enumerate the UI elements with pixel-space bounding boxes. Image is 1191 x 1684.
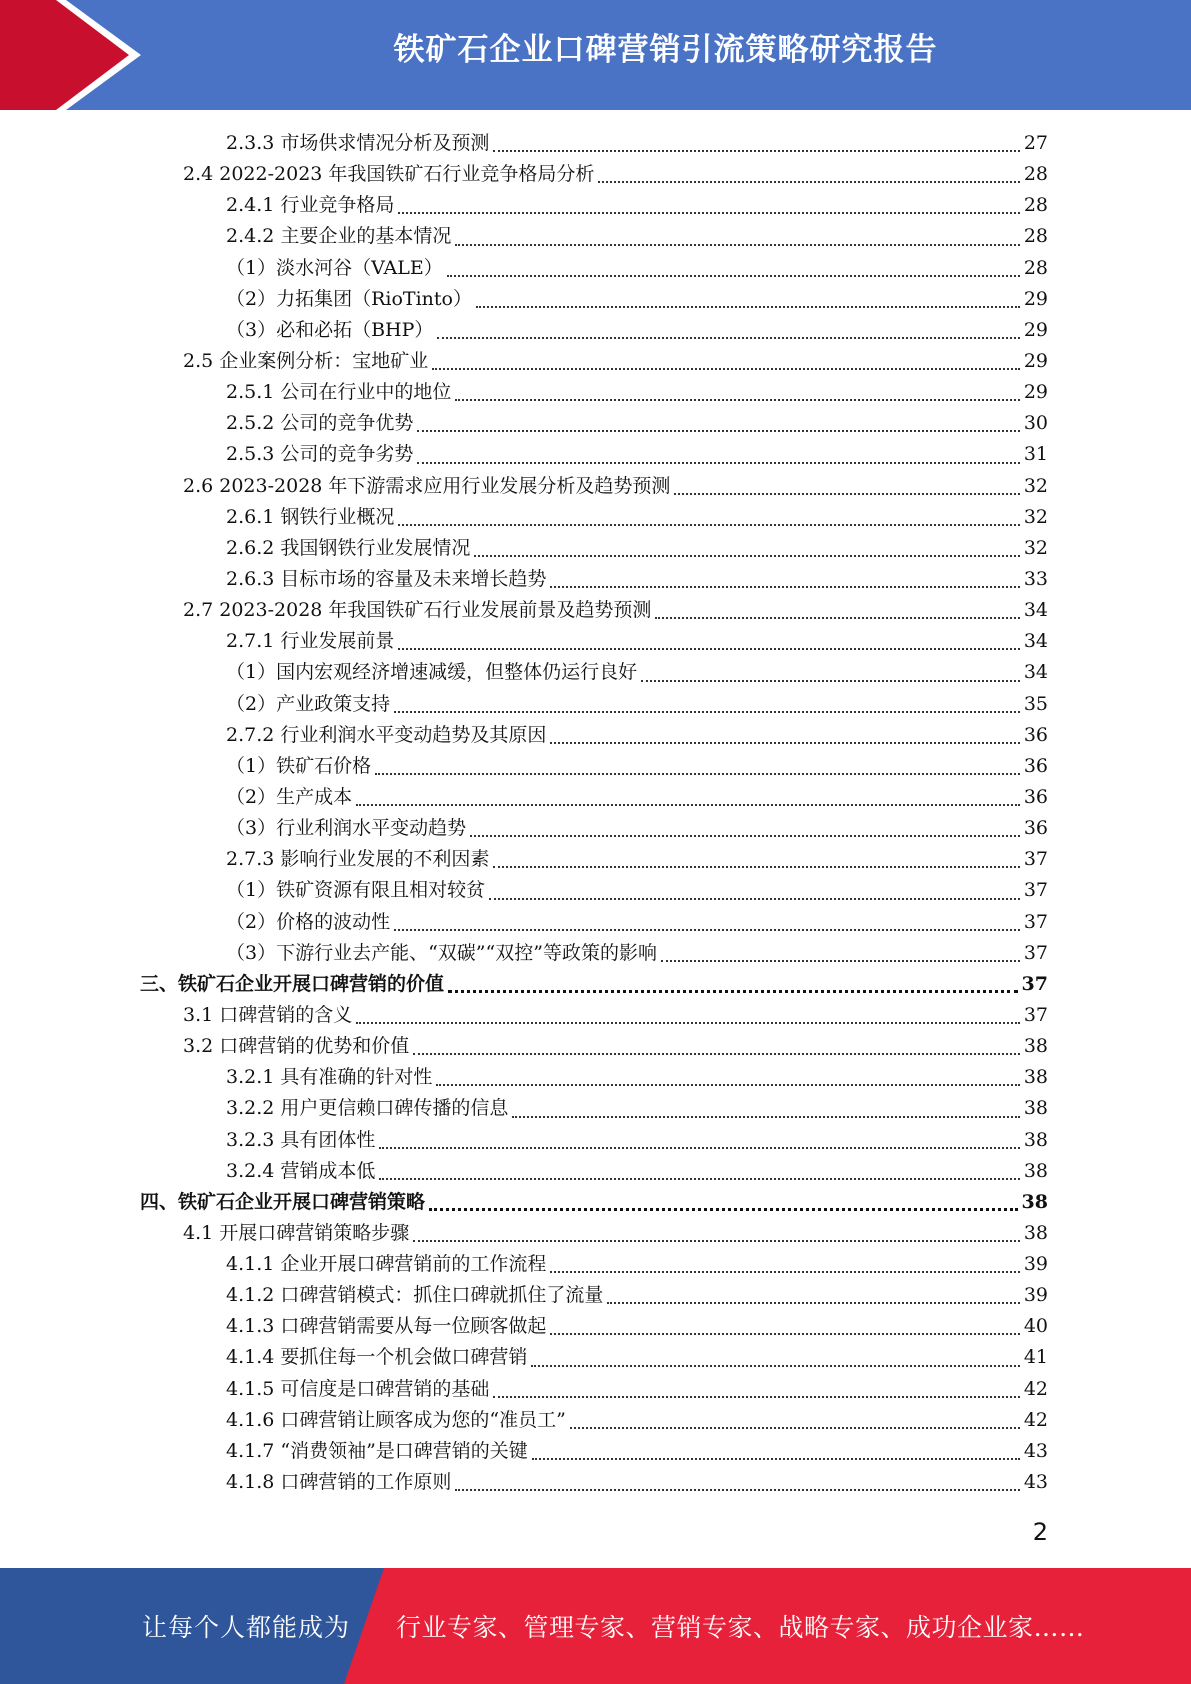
toc-entry[interactable] [140,751,1048,782]
toc-dot-leader [655,595,1021,626]
toc-entry[interactable] [140,533,1048,564]
toc-entry-page: 28 [1023,256,1048,279]
toc-entry-title: （2）产业政策支持 [226,692,391,715]
toc-entry[interactable] [140,377,1048,408]
toc-entry[interactable] [140,471,1048,502]
toc-entry-page: 43 [1023,1471,1048,1494]
toc-entry-title: 四、铁矿石企业开展口碑营销策略 [140,1190,426,1213]
toc-entry-title: 4.1.5 可信度是口碑营销的基础 [226,1377,490,1400]
toc-dot-leader [474,533,1021,564]
toc-entry-page: 32 [1023,474,1048,497]
toc-entry-title: 2.7.1 行业发展前景 [226,630,395,653]
toc-entry[interactable] [140,1467,1048,1498]
toc-entry-title: 2.5 企业案例分析：宝地矿业 [183,349,429,372]
toc-entry-page: 40 [1023,1315,1048,1338]
toc-entry-page: 32 [1023,536,1048,559]
toc-entry-title: （2）价格的波动性 [226,910,391,933]
toc-dot-leader [356,1000,1022,1031]
toc-entry-title: 2.5.1 公司在行业中的地位 [226,381,452,404]
toc-entry-page: 36 [1023,754,1048,777]
toc-entry-page: 34 [1023,599,1048,622]
toc-entry[interactable] [140,907,1048,938]
toc-entry[interactable] [140,595,1048,626]
toc-entry-page: 35 [1023,692,1048,715]
toc-dot-leader [512,1093,1021,1124]
toc-dot-leader [531,1342,1021,1373]
toc-entry-page: 38 [1023,1035,1048,1058]
toc-dot-leader [661,938,1022,969]
toc-entry[interactable] [140,253,1048,284]
toc-dot-leader [674,471,1021,502]
toc-dot-leader [375,751,1022,782]
toc-entry-title: 3.2.3 具有团体性 [226,1128,376,1151]
page-footer [0,1568,1191,1684]
toc-dot-leader [550,1311,1021,1342]
toc-dot-leader [398,502,1021,533]
toc-dot-leader [394,689,1022,720]
toc-dot-leader [550,720,1021,751]
toc-entry-page: 30 [1023,412,1048,435]
footer-slogan-left: 让每个人都能成为 [142,1613,351,1642]
toc-entry-title: 2.7 2023-2028 年我国铁矿石行业发展前景及趋势预测 [183,599,652,622]
toc-dot-leader [432,346,1022,377]
toc-entry-title: 3.2.1 具有准确的针对性 [226,1066,433,1089]
toc-entry-title: 4.1 开展口碑营销策略步骤 [183,1221,410,1244]
toc-entry-page: 37 [1023,941,1048,964]
toc-dot-leader [641,657,1022,688]
toc-entry-title: 4.1.7 “消费领袖”是口碑营销的关键 [226,1439,528,1462]
toc-entry-page: 29 [1023,381,1048,404]
toc-entry-page: 42 [1023,1408,1048,1431]
toc-dot-leader [437,315,1021,346]
toc-entry-title: 3.2 口碑营销的优势和价值 [183,1035,410,1058]
toc-dot-leader [436,1062,1021,1093]
toc-dot-leader [493,844,1021,875]
toc-entry[interactable] [140,1156,1048,1187]
toc-entry-page: 34 [1023,661,1048,684]
toc-entry[interactable] [140,1031,1048,1062]
toc-entry-page: 38 [1021,1190,1048,1213]
toc-entry-title: （3）行业利润水平变动趋势 [226,817,467,840]
toc-entry[interactable] [140,1342,1048,1373]
toc-entry-title: 2.7.3 影响行业发展的不利因素 [226,848,490,871]
toc-entry[interactable] [140,1000,1048,1031]
toc-entry-title: 2.6.1 钢铁行业概况 [226,505,395,528]
toc-dot-leader [570,1405,1022,1436]
toc-dot-leader [429,1187,1020,1218]
toc-entry[interactable] [140,657,1048,688]
toc-entry[interactable] [140,346,1048,377]
toc-entry-page: 36 [1023,785,1048,808]
toc-entry-page: 29 [1023,349,1048,372]
toc-entry-page: 38 [1023,1128,1048,1151]
toc-dot-leader [413,1031,1022,1062]
toc-entry-title: 2.6.3 目标市场的容量及未来增长趋势 [226,567,547,590]
toc-dot-leader [417,408,1021,439]
toc-entry-title: （1）铁矿资源有限且相对较贫 [226,879,486,902]
toc-dot-leader [607,1280,1021,1311]
toc-entry-page: 36 [1023,817,1048,840]
toc-dot-leader [448,969,1020,1000]
toc-entry-title: 4.1.8 口碑营销的工作原则 [226,1471,452,1494]
toc-entry-title: 3.2.4 营销成本低 [226,1159,376,1182]
toc-entry[interactable] [140,844,1048,875]
toc-entry[interactable] [140,1218,1048,1249]
toc-dot-leader [532,1436,1022,1467]
toc-entry[interactable] [140,1249,1048,1280]
toc-entry-title: 3.1 口碑营销的含义 [183,1003,353,1026]
toc-entry-title: 2.4.2 主要企业的基本情况 [226,225,452,248]
toc-dot-leader [379,1125,1021,1156]
toc-entry-title: 4.1.3 口碑营销需要从每一位顾客做起 [226,1315,547,1338]
toc-dot-leader [413,1218,1022,1249]
toc-entry-page: 39 [1023,1284,1048,1307]
toc-dot-leader [493,1374,1021,1405]
toc-entry-page: 36 [1023,723,1048,746]
toc-entry[interactable] [140,1187,1048,1218]
toc-entry-title: 3.2.2 用户更信赖口碑传播的信息 [226,1097,509,1120]
toc-entry-page: 38 [1023,1097,1048,1120]
toc-dot-leader [455,377,1021,408]
toc-dot-leader [356,782,1022,813]
toc-entry[interactable] [140,689,1048,720]
report-title: 铁矿石企业口碑营销引流策略研究报告 [393,32,938,68]
toc-entry-title: （2）生产成本 [226,785,353,808]
toc-entry[interactable] [140,439,1048,470]
toc-entry-title: （1）淡水河谷（VALE） [226,256,443,279]
toc-entry[interactable] [140,626,1048,657]
toc-entry-page: 39 [1023,1253,1048,1276]
toc-entry-title: 4.1.1 企业开展口碑营销前的工作流程 [226,1253,547,1276]
toc-entry-title: 2.7.2 行业利润水平变动趋势及其原因 [226,723,547,746]
toc-dot-leader [379,1156,1021,1187]
toc-entry-page: 28 [1023,225,1048,248]
toc-entry-page: 37 [1023,879,1048,902]
toc-entry-title: 2.3.3 市场供求情况分析及预测 [226,132,490,154]
toc-entry-title: 4.1.2 口碑营销模式：抓住口碑就抓住了流量 [226,1284,604,1307]
header-chevron-logo [0,0,160,110]
page-header [0,0,1191,110]
toc-entry-page: 37 [1023,910,1048,933]
toc-dot-leader [394,907,1022,938]
toc-entry-title: 2.4 2022-2023 年我国铁矿石行业竞争格局分析 [183,163,595,186]
toc-entry[interactable] [140,938,1048,969]
toc-entry-title: 2.5.3 公司的竞争劣势 [226,443,414,466]
toc-entry[interactable] [140,1436,1048,1467]
toc-entry[interactable] [140,720,1048,751]
toc-entry[interactable] [140,1125,1048,1156]
toc-entry-title: （1）铁矿石价格 [226,754,372,777]
toc-entry-page: 29 [1023,318,1048,341]
toc-dot-leader [493,128,1021,159]
toc-entry-page: 28 [1023,163,1048,186]
toc-entry-page: 28 [1023,194,1048,217]
toc-dot-leader [398,190,1021,221]
toc-entry[interactable] [140,221,1048,252]
toc-entry[interactable] [140,128,1048,159]
page-number: 2 [1032,1518,1048,1546]
toc-entry[interactable] [140,875,1048,906]
toc-entry[interactable] [140,1062,1048,1093]
toc-dot-leader [455,221,1021,252]
toc-entry-title: （3）必和必拓（BHP） [226,318,434,341]
toc-entry[interactable] [140,969,1048,1000]
toc-entry-page: 41 [1023,1346,1048,1369]
toc-entry-title: （1）国内宏观经济增速减缓，但整体仍运行良好 [226,661,638,684]
toc-entry[interactable] [140,315,1048,346]
toc-entry-page: 37 [1023,848,1048,871]
toc-entry[interactable] [140,1280,1048,1311]
toc-entry-page: 37 [1023,1003,1048,1026]
toc-entry-page: 27 [1023,132,1048,154]
toc-entry-page: 34 [1023,630,1048,653]
toc-entry[interactable] [140,782,1048,813]
toc-entry[interactable] [140,408,1048,439]
toc-dot-leader [550,1249,1021,1280]
toc-entry[interactable] [140,1374,1048,1405]
toc-entry-page: 37 [1021,972,1048,995]
toc-entry-page: 29 [1023,287,1048,310]
toc-entry-page: 32 [1023,505,1048,528]
toc-dot-leader [470,813,1022,844]
toc-dot-leader [489,875,1022,906]
toc-entry-title: 2.6.2 我国钢铁行业发展情况 [226,536,471,559]
toc-entry-page: 33 [1023,567,1048,590]
toc-entry[interactable] [140,190,1048,221]
table-of-contents [140,128,1048,1498]
toc-entry-title: 2.6 2023-2028 年下游需求应用行业发展分析及趋势预测 [183,474,671,497]
toc-entry-page: 38 [1023,1066,1048,1089]
toc-dot-leader [476,284,1022,315]
toc-dot-leader [455,1467,1021,1498]
toc-entry[interactable] [140,502,1048,533]
toc-entry-title: 2.5.2 公司的竞争优势 [226,412,414,435]
toc-entry[interactable] [140,159,1048,190]
footer-slogan-right: 行业专家、管理专家、营销专家、战略专家、成功企业家…… [396,1613,1085,1642]
toc-entry-title: 三、铁矿石企业开展口碑营销的价值 [140,972,445,995]
toc-entry-title: （3）下游行业去产能、“双碳”“双控”等政策的影响 [226,941,657,964]
toc-entry-title: 4.1.4 要抓住每一个机会做口碑营销 [226,1346,528,1369]
toc-entry-title: （2）力拓集团（RioTinto） [226,287,472,310]
toc-entry[interactable] [140,1405,1048,1436]
toc-entry[interactable] [140,1311,1048,1342]
toc-dot-leader [598,159,1021,190]
toc-dot-leader [417,439,1021,470]
toc-entry-page: 31 [1023,443,1048,466]
toc-dot-leader [550,564,1021,595]
toc-entry[interactable] [140,564,1048,595]
toc-entry[interactable] [140,813,1048,844]
toc-entry[interactable] [140,284,1048,315]
toc-entry-page: 38 [1023,1159,1048,1182]
toc-dot-leader [447,253,1022,284]
toc-entry-title: 4.1.6 口碑营销让顾客成为您的“准员工” [226,1408,566,1431]
toc-entry-page: 38 [1023,1221,1048,1244]
toc-dot-leader [398,626,1021,657]
toc-entry[interactable] [140,1093,1048,1124]
toc-entry-page: 43 [1023,1439,1048,1462]
toc-entry-title: 2.4.1 行业竞争格局 [226,194,395,217]
toc-entry-page: 42 [1023,1377,1048,1400]
